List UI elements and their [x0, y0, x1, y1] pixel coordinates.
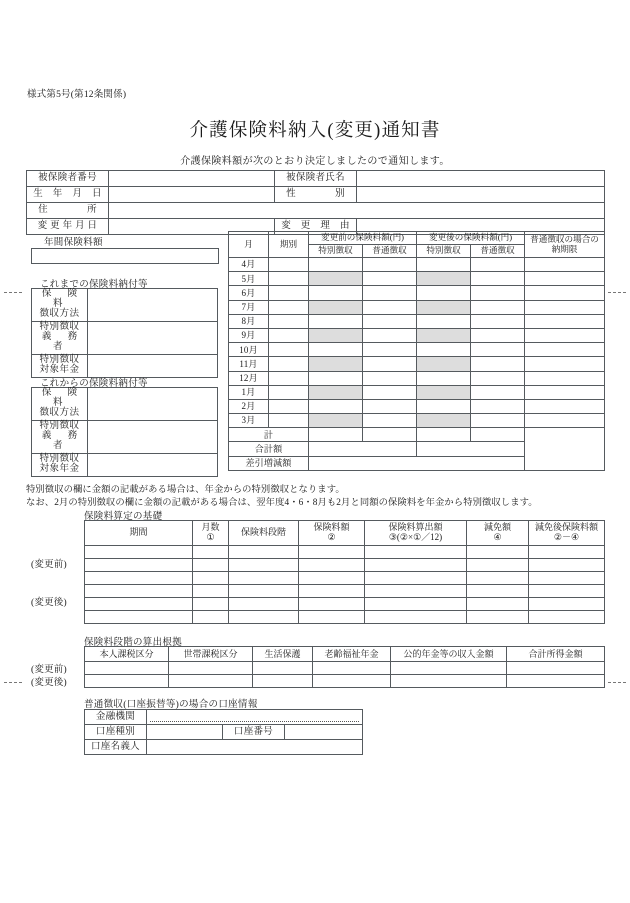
table-row [229, 314, 605, 328]
stage-basis-table [84, 646, 605, 688]
table-row [229, 328, 605, 342]
field-after-self-tax[interactable] [85, 675, 169, 688]
caption-future-payments: これからの保険料納付等 [40, 379, 148, 389]
field-before-special-9[interactable] [309, 371, 363, 385]
side-label-after-stage: (変更後) [31, 678, 67, 688]
field-after-period-1[interactable] [85, 584, 193, 597]
field-due-date-7[interactable] [525, 343, 605, 357]
table-row [85, 725, 363, 740]
field-special-collector-future[interactable] [88, 420, 218, 453]
crop-mark-right-1 [608, 292, 626, 293]
field-before-reduction-1[interactable] [467, 545, 529, 558]
cell-month-9: 12月 [229, 371, 269, 385]
label-birthdate: 生 年 月 日 [27, 187, 109, 203]
bank-account-table [84, 709, 363, 755]
field-after-final-3[interactable] [529, 610, 605, 623]
side-label-before-basis: (変更前) [31, 560, 67, 570]
field-due-date-1[interactable] [525, 258, 605, 272]
field-term-3[interactable] [269, 286, 309, 300]
field-after-ordinary-4[interactable] [471, 300, 525, 314]
spacer-cell [525, 456, 605, 470]
field-after-months-1[interactable] [193, 584, 229, 597]
field-birthdate[interactable] [109, 187, 275, 203]
field-due-date-8[interactable] [525, 357, 605, 371]
insured-person-table [26, 170, 605, 235]
field-after-final-2[interactable] [529, 597, 605, 610]
label-collection-method-future: 保 険 料 徴収方法 [32, 388, 88, 421]
field-special-collector-past[interactable] [88, 321, 218, 354]
header-month-count: 月数 ① [193, 521, 229, 546]
field-after-reduction-3[interactable] [467, 610, 529, 623]
field-before-ordinary-3[interactable] [363, 286, 417, 300]
spacer-cell [525, 428, 605, 442]
field-term-4[interactable] [269, 300, 309, 314]
field-before-months-2[interactable] [193, 558, 229, 571]
cell-month-1: 4月 [229, 258, 269, 272]
header-calculated: 保険料算出額 ③(②×①／12) [365, 521, 467, 546]
label-special-collector-future: 特別徴収 義 務 者 [32, 420, 88, 453]
field-term-5[interactable] [269, 314, 309, 328]
table-row [229, 258, 605, 272]
field-total-after-special[interactable] [417, 428, 471, 442]
field-after-calc-2[interactable] [365, 597, 467, 610]
field-before-household-tax[interactable] [169, 662, 253, 675]
header-stage: 保険料段階 [229, 521, 299, 546]
field-before-stage-3[interactable] [229, 571, 299, 584]
field-before-special-5[interactable] [309, 314, 363, 328]
field-before-special-2[interactable] [309, 272, 363, 286]
field-after-special-4[interactable] [417, 300, 471, 314]
table-row-before [85, 558, 605, 571]
cell-month-11: 2月 [229, 399, 269, 413]
caption-past-payments: これまでの保険料納付等 [40, 280, 148, 290]
field-after-months-2[interactable] [193, 597, 229, 610]
field-before-special-8[interactable] [309, 357, 363, 371]
field-after-welfare[interactable] [253, 675, 313, 688]
field-total-before-ordinary[interactable] [363, 428, 417, 442]
field-difference[interactable] [309, 456, 525, 470]
field-account-number[interactable] [285, 725, 363, 740]
cell-month-10: 1月 [229, 385, 269, 399]
field-after-calc-1[interactable] [365, 584, 467, 597]
header-period: 期間 [85, 521, 193, 546]
field-term-12[interactable] [269, 414, 309, 428]
field-after-amount-2[interactable] [299, 597, 365, 610]
table-row-total [229, 428, 605, 442]
field-before-period-2[interactable] [85, 558, 193, 571]
field-due-date-9[interactable] [525, 371, 605, 385]
field-account-holder[interactable] [147, 740, 363, 755]
field-sex[interactable] [357, 187, 605, 203]
field-after-special-11[interactable] [417, 399, 471, 413]
table-row [85, 710, 363, 725]
field-term-7[interactable] [269, 343, 309, 357]
table-row [32, 321, 218, 354]
table-row [229, 399, 605, 413]
table-row [32, 388, 218, 421]
field-before-self-tax[interactable] [85, 662, 169, 675]
header-after-special: 特別徴収 [417, 245, 471, 258]
field-after-total-income[interactable] [507, 675, 605, 688]
form-number: 様式第5号(第12条関係) [27, 90, 127, 100]
table-row [32, 420, 218, 453]
field-after-ordinary-7[interactable] [471, 343, 525, 357]
field-after-stage-2[interactable] [229, 597, 299, 610]
field-after-months-3[interactable] [193, 610, 229, 623]
header-before-group: 変更前の保険料額(円) [309, 232, 417, 245]
table-row [229, 414, 605, 428]
field-before-ordinary-6[interactable] [363, 328, 417, 342]
field-due-date-11[interactable] [525, 399, 605, 413]
field-term-11[interactable] [269, 399, 309, 413]
table-row-grand-total [229, 442, 605, 456]
label-change-date: 変 更 年 月 日 [27, 219, 109, 235]
spacer-cell [525, 442, 605, 456]
table-row [27, 203, 605, 219]
field-after-calc-3[interactable] [365, 610, 467, 623]
field-due-date-4[interactable] [525, 300, 605, 314]
field-after-household-tax[interactable] [169, 675, 253, 688]
field-insured-name[interactable] [357, 171, 605, 187]
header-month: 月 [229, 232, 269, 258]
field-after-ordinary-12[interactable] [471, 414, 525, 428]
field-before-stage-1[interactable] [229, 545, 299, 558]
field-before-special-3[interactable] [309, 286, 363, 300]
table-header-row [229, 232, 605, 245]
field-before-final-2[interactable] [529, 558, 605, 571]
field-after-ordinary-2[interactable] [471, 272, 525, 286]
header-term: 期別 [269, 232, 309, 258]
header-household-tax: 世帯課税区分 [169, 647, 253, 662]
table-row-after [85, 675, 605, 688]
table-row [32, 453, 218, 476]
field-before-amount-3[interactable] [299, 571, 365, 584]
field-before-final-3[interactable] [529, 571, 605, 584]
cell-month-8: 11月 [229, 357, 269, 371]
field-after-ordinary-3[interactable] [471, 286, 525, 300]
note-special-collection: 特別徴収の欄に金額の記載がある場合は、年金からの特別徴収となります。 [26, 485, 345, 495]
table-row-before [85, 571, 605, 584]
field-after-reduction-1[interactable] [467, 584, 529, 597]
field-due-date-6[interactable] [525, 328, 605, 342]
cell-month-7: 10月 [229, 343, 269, 357]
field-due-date-3[interactable] [525, 286, 605, 300]
field-after-special-1[interactable] [417, 258, 471, 272]
table-row-after [85, 610, 605, 623]
field-before-special-12[interactable] [309, 414, 363, 428]
field-after-reduction-2[interactable] [467, 597, 529, 610]
field-before-amount-2[interactable] [299, 558, 365, 571]
field-address[interactable] [109, 203, 605, 219]
label-change-reason: 変 更 理 由 [275, 219, 357, 235]
field-after-amount-1[interactable] [299, 584, 365, 597]
label-difference: 差引増減額 [229, 456, 309, 470]
label-special-collector-past: 特別徴収 義 務 者 [32, 321, 88, 354]
label-target-pension-future: 特別徴収 対象年金 [32, 453, 88, 476]
cell-month-3: 6月 [229, 286, 269, 300]
table-row [229, 300, 605, 314]
field-term-9[interactable] [269, 371, 309, 385]
field-after-special-9[interactable] [417, 371, 471, 385]
caption-annual-premium: 年間保険料額 [44, 238, 103, 248]
field-before-months-1[interactable] [193, 545, 229, 558]
field-before-period-1[interactable] [85, 545, 193, 558]
field-target-pension-future[interactable] [88, 453, 218, 476]
field-before-reduction-2[interactable] [467, 558, 529, 571]
field-before-ordinary-9[interactable] [363, 371, 417, 385]
header-welfare: 生活保護 [253, 647, 313, 662]
field-after-period-2[interactable] [85, 597, 193, 610]
field-after-special-8[interactable] [417, 357, 471, 371]
table-row-before [85, 545, 605, 558]
field-after-ordinary-5[interactable] [471, 314, 525, 328]
field-before-pension-income[interactable] [391, 662, 507, 675]
field-before-ordinary-8[interactable] [363, 357, 417, 371]
label-sex: 性 別 [275, 187, 357, 203]
page-title: 介護保険料納入(変更)通知書 [189, 121, 441, 141]
label-grand-total: 合計額 [229, 442, 309, 456]
table-row [32, 354, 218, 377]
field-before-ordinary-12[interactable] [363, 414, 417, 428]
field-grand-total-before[interactable] [309, 442, 417, 456]
field-before-ordinary-10[interactable] [363, 385, 417, 399]
label-total: 計 [229, 428, 309, 442]
field-after-special-5[interactable] [417, 314, 471, 328]
field-due-date-12[interactable] [525, 414, 605, 428]
table-row [229, 357, 605, 371]
table-row [32, 289, 218, 322]
table-row [85, 740, 363, 755]
header-due-group: 普通徴収の場合の 納期限 [525, 232, 605, 258]
crop-mark-right-2 [608, 682, 626, 683]
cell-month-6: 9月 [229, 328, 269, 342]
field-financial-institution[interactable] [147, 710, 363, 725]
field-term-6[interactable] [269, 328, 309, 342]
field-after-pension-income[interactable] [391, 675, 507, 688]
label-address: 住 所 [27, 203, 109, 219]
field-after-ordinary-10[interactable] [471, 385, 525, 399]
field-before-period-3[interactable] [85, 571, 193, 584]
field-before-stage-2[interactable] [229, 558, 299, 571]
field-before-months-3[interactable] [193, 571, 229, 584]
field-term-2[interactable] [269, 272, 309, 286]
label-account-holder: 口座名義人 [85, 740, 147, 755]
label-account-number: 口座番号 [223, 725, 285, 740]
past-payment-table [31, 288, 218, 378]
table-header-row [85, 647, 605, 662]
header-after-ordinary: 普通徴収 [471, 245, 525, 258]
field-after-special-6[interactable] [417, 328, 471, 342]
field-after-special-7[interactable] [417, 343, 471, 357]
field-before-special-7[interactable] [309, 343, 363, 357]
field-before-calc-2[interactable] [365, 558, 467, 571]
field-after-special-12[interactable] [417, 414, 471, 428]
field-account-type[interactable] [147, 725, 223, 740]
field-before-special-6[interactable] [309, 328, 363, 342]
table-row [27, 187, 605, 203]
field-after-stage-1[interactable] [229, 584, 299, 597]
label-insured-name: 被保険者氏名 [275, 171, 357, 187]
future-payment-table [31, 387, 218, 477]
field-target-pension-past[interactable] [88, 354, 218, 377]
field-due-date-5[interactable] [525, 314, 605, 328]
field-before-amount-1[interactable] [299, 545, 365, 558]
header-total-income: 合計所得金額 [507, 647, 605, 662]
field-before-ordinary-2[interactable] [363, 272, 417, 286]
field-before-final-1[interactable] [529, 545, 605, 558]
field-before-ordinary-5[interactable] [363, 314, 417, 328]
calculation-basis-table [84, 520, 605, 624]
header-before-ordinary: 普通徴収 [363, 245, 417, 258]
field-before-special-4[interactable] [309, 300, 363, 314]
side-label-before-stage: (変更前) [31, 665, 67, 675]
cell-month-4: 7月 [229, 300, 269, 314]
table-row [229, 385, 605, 399]
crop-mark-left-1 [4, 292, 22, 293]
field-total-after-ordinary[interactable] [471, 428, 525, 442]
field-after-ordinary-11[interactable] [471, 399, 525, 413]
field-before-ordinary-7[interactable] [363, 343, 417, 357]
table-header-row [85, 521, 605, 546]
header-before-special: 特別徴収 [309, 245, 363, 258]
table-row-after [85, 584, 605, 597]
header-after-group: 変更後の保険料額(円) [417, 232, 525, 245]
header-self-tax: 本人課税区分 [85, 647, 169, 662]
field-before-ordinary-11[interactable] [363, 399, 417, 413]
cell-month-12: 3月 [229, 414, 269, 428]
field-before-total-income[interactable] [507, 662, 605, 675]
field-insured-number[interactable] [109, 171, 275, 187]
field-before-reduction-3[interactable] [467, 571, 529, 584]
field-before-ordinary-4[interactable] [363, 300, 417, 314]
table-row [229, 272, 605, 286]
field-after-stage-3[interactable] [229, 610, 299, 623]
field-after-ordinary-6[interactable] [471, 328, 525, 342]
caption-bank-account: 普通徴収(口座振替等)の場合の口座情報 [84, 700, 258, 710]
field-collection-method-future[interactable] [88, 388, 218, 421]
table-row-after [85, 597, 605, 610]
field-due-date-2[interactable] [525, 272, 605, 286]
cell-month-5: 8月 [229, 314, 269, 328]
field-term-8[interactable] [269, 357, 309, 371]
field-after-old-age-pension[interactable] [313, 675, 391, 688]
label-collection-method-past: 保 険 料 徴収方法 [32, 289, 88, 322]
field-before-special-11[interactable] [309, 399, 363, 413]
table-row [27, 171, 605, 187]
field-after-special-10[interactable] [417, 385, 471, 399]
header-reduction: 減免額 ④ [467, 521, 529, 546]
label-target-pension-past: 特別徴収 対象年金 [32, 354, 88, 377]
dotted-line [150, 720, 359, 722]
table-row-difference [229, 456, 605, 470]
field-after-final-1[interactable] [529, 584, 605, 597]
field-annual-premium[interactable] [31, 248, 219, 264]
field-before-calc-1[interactable] [365, 545, 467, 558]
label-insured-number: 被保険者番号 [27, 171, 109, 187]
monthly-premium-table [228, 231, 605, 471]
field-collection-method-past[interactable] [88, 289, 218, 322]
page-subtitle: 介護保険料額が次のとおり決定しましたので通知します。 [180, 156, 450, 167]
field-after-amount-3[interactable] [299, 610, 365, 623]
header-old-age-pension: 老齢福祉年金 [313, 647, 391, 662]
field-before-old-age-pension[interactable] [313, 662, 391, 675]
table-row [229, 371, 605, 385]
field-after-special-2[interactable] [417, 272, 471, 286]
side-label-after-basis: (変更後) [31, 598, 67, 608]
field-before-calc-3[interactable] [365, 571, 467, 584]
table-row-before [85, 662, 605, 675]
label-account-type: 口座種別 [85, 725, 147, 740]
field-term-10[interactable] [269, 385, 309, 399]
field-term-1[interactable] [269, 258, 309, 272]
table-row [229, 286, 605, 300]
note-february-rule: なお、2月の特別徴収の欄に金額の記載がある場合は、翌年度4・6・8月も2月と同額の保険料を年金から特別徴収します。 [26, 498, 538, 508]
field-before-special-1[interactable] [309, 258, 363, 272]
field-before-special-10[interactable] [309, 385, 363, 399]
header-final: 減免後保険料額 ②－④ [529, 521, 605, 546]
field-after-ordinary-8[interactable] [471, 357, 525, 371]
field-after-ordinary-9[interactable] [471, 371, 525, 385]
field-before-ordinary-1[interactable] [363, 258, 417, 272]
field-after-special-3[interactable] [417, 286, 471, 300]
crop-mark-left-2 [4, 682, 22, 683]
field-total-before-special[interactable] [309, 428, 363, 442]
caption-stage-basis: 保険料段階の算出根拠 [84, 638, 183, 648]
table-row [229, 343, 605, 357]
cell-month-2: 5月 [229, 272, 269, 286]
field-after-period-3[interactable] [85, 610, 193, 623]
caption-calculation-basis: 保険料算定の基礎 [84, 512, 163, 522]
field-due-date-10[interactable] [525, 385, 605, 399]
label-financial-institution: 金融機関 [85, 710, 147, 725]
header-amount: 保険料額 ② [299, 521, 365, 546]
field-before-welfare[interactable] [253, 662, 313, 675]
field-grand-total-after[interactable] [417, 442, 525, 456]
header-pension-income: 公的年金等の収入金額 [391, 647, 507, 662]
field-after-ordinary-1[interactable] [471, 258, 525, 272]
